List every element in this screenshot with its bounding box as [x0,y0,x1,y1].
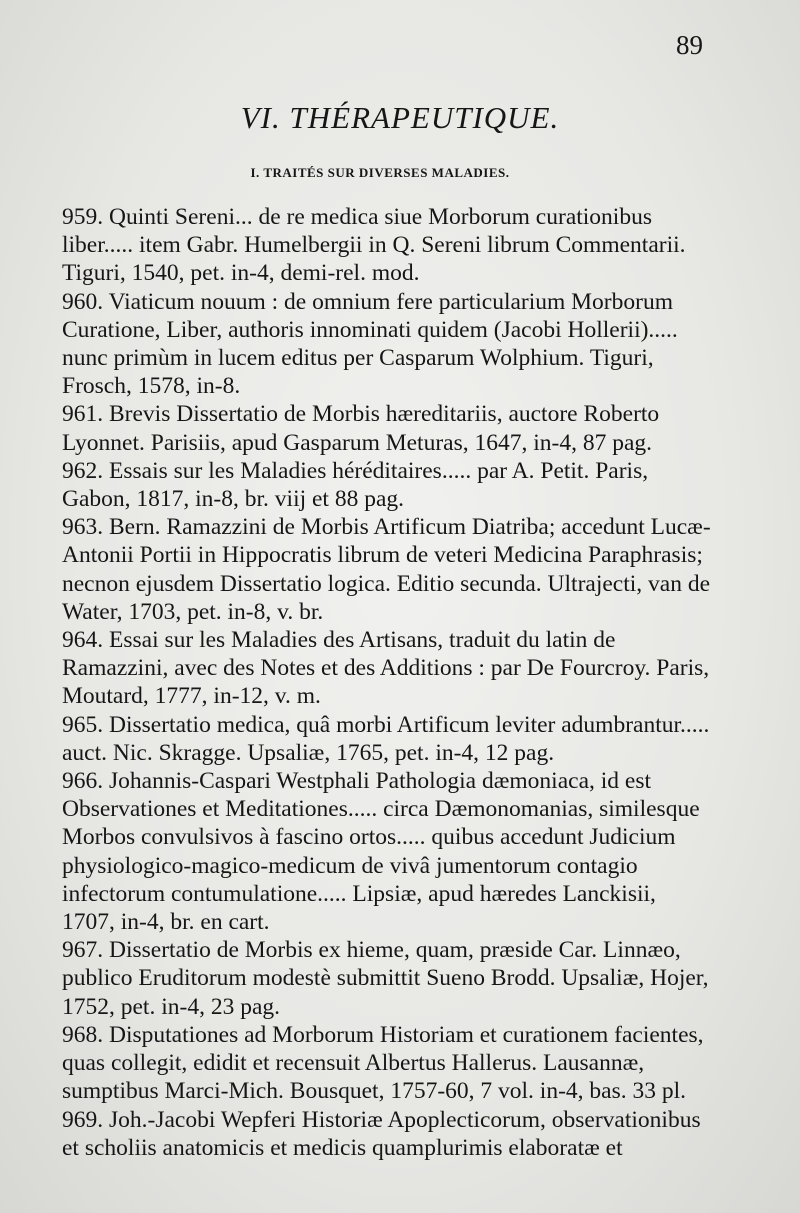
bibliography-entry: 963. Bern. Ramazzini de Morbis Artificum Diatriba; accedunt Lucæ-Antonii Portii in Hippocratis librum de veteri Medicina Paraphrasis; necnon ejusdem Dissertatio logica. Editio secunda. Ultrajecti, van de Water, 1703, pet. in-8, v. br. [62,514,711,625]
bibliography-entry: 968. Disputationes ad Morborum Historiam et curationem facientes, quas collegit, edidit et recensuit Albertus Hallerus. Lausannæ, sumptibus Marci-Mich. Bousquet, 1757-60, 7 vol. in-4, bas. 33 pl. [62,1021,704,1105]
bibliography-entry: 969. Joh.-Jacobi Wepferi Historiæ Apoplecticorum, observationibus et scholiis anatomicis et medicis quamplurimis elaboratæ et [62,1106,701,1161]
bibliography-entry: 965. Dissertatio medica, quâ morbi Artificum leviter adumbrantur..... auct. Nic. Skragge. Upsaliæ, 1765, pet. in-4, 12 pag. [62,711,710,766]
bibliography-entry: 961. Brevis Dissertatio de Morbis hæreditariis, auctore Roberto Lyonnet. Parisiis, apud Gasparum Meturas, 1647, in-4, 87 pag. [62,401,660,456]
page-number: 89 [676,30,703,60]
bibliography-entry: 967. Dissertatio de Morbis ex hieme, quam, præside Car. Linnæo, publico Eruditorum modestè submittit Sueno Brodd. Upsaliæ, Hojer, 1752, pet. in-4, 23 pag. [62,937,709,1020]
bibliography-entry: 959. Quinti Sereni... de re medica siue Morborum curationibus liber..... item Gabr. Humelbergii in Q. Sereni librum Commentarii. Tiguri, 1540, pet. in-4, demi-rel. mod. [62,204,686,287]
bibliography-list [62,203,712,1162]
bibliography-entry: 964. Essai sur les Maladies des Artisans, traduit du latin de Ramazzini, avec des Notes et des Additions : par De Fourcroy. Paris, Moutard, 1777, in-12, v. m. [62,627,710,710]
bibliography-entry: 960. Viaticum nouum : de omnium fere particularium Morborum Curatione, Liber, authoris innominati quidem (Jacobi Hollerii)..... nunc primùm in lucem editus per Casparum Wolphium. Tiguri, Frosch, 1578, in-8. [62,288,678,400]
bibliography-entry: 966. Johannis-Caspari Westphali Pathologia dæmoniaca, id est Observationes et Meditationes..... circa Dæmonomanias, similesque Morbos convulsivos à fascino ortos..... quibus accedunt Judicium physiologico-magico-medicum de vivâ jumentorum contagio infectorum contumulatione..... Lipsiæ, apud hæredes Lanckisii, 1707, in-4, br. en cart. [62,768,700,936]
subsection-title: I. TRAITÉS SUR DIVERSES MALADIES. [250,165,510,180]
section-title: VI. THÉRAPEUTIQUE. [240,100,560,135]
bibliography-entry: 962. Essais sur les Maladies héréditaires..... par A. Petit. Paris, Gabon, 1817, in-8, br. viij et 88 pag. [62,457,649,513]
